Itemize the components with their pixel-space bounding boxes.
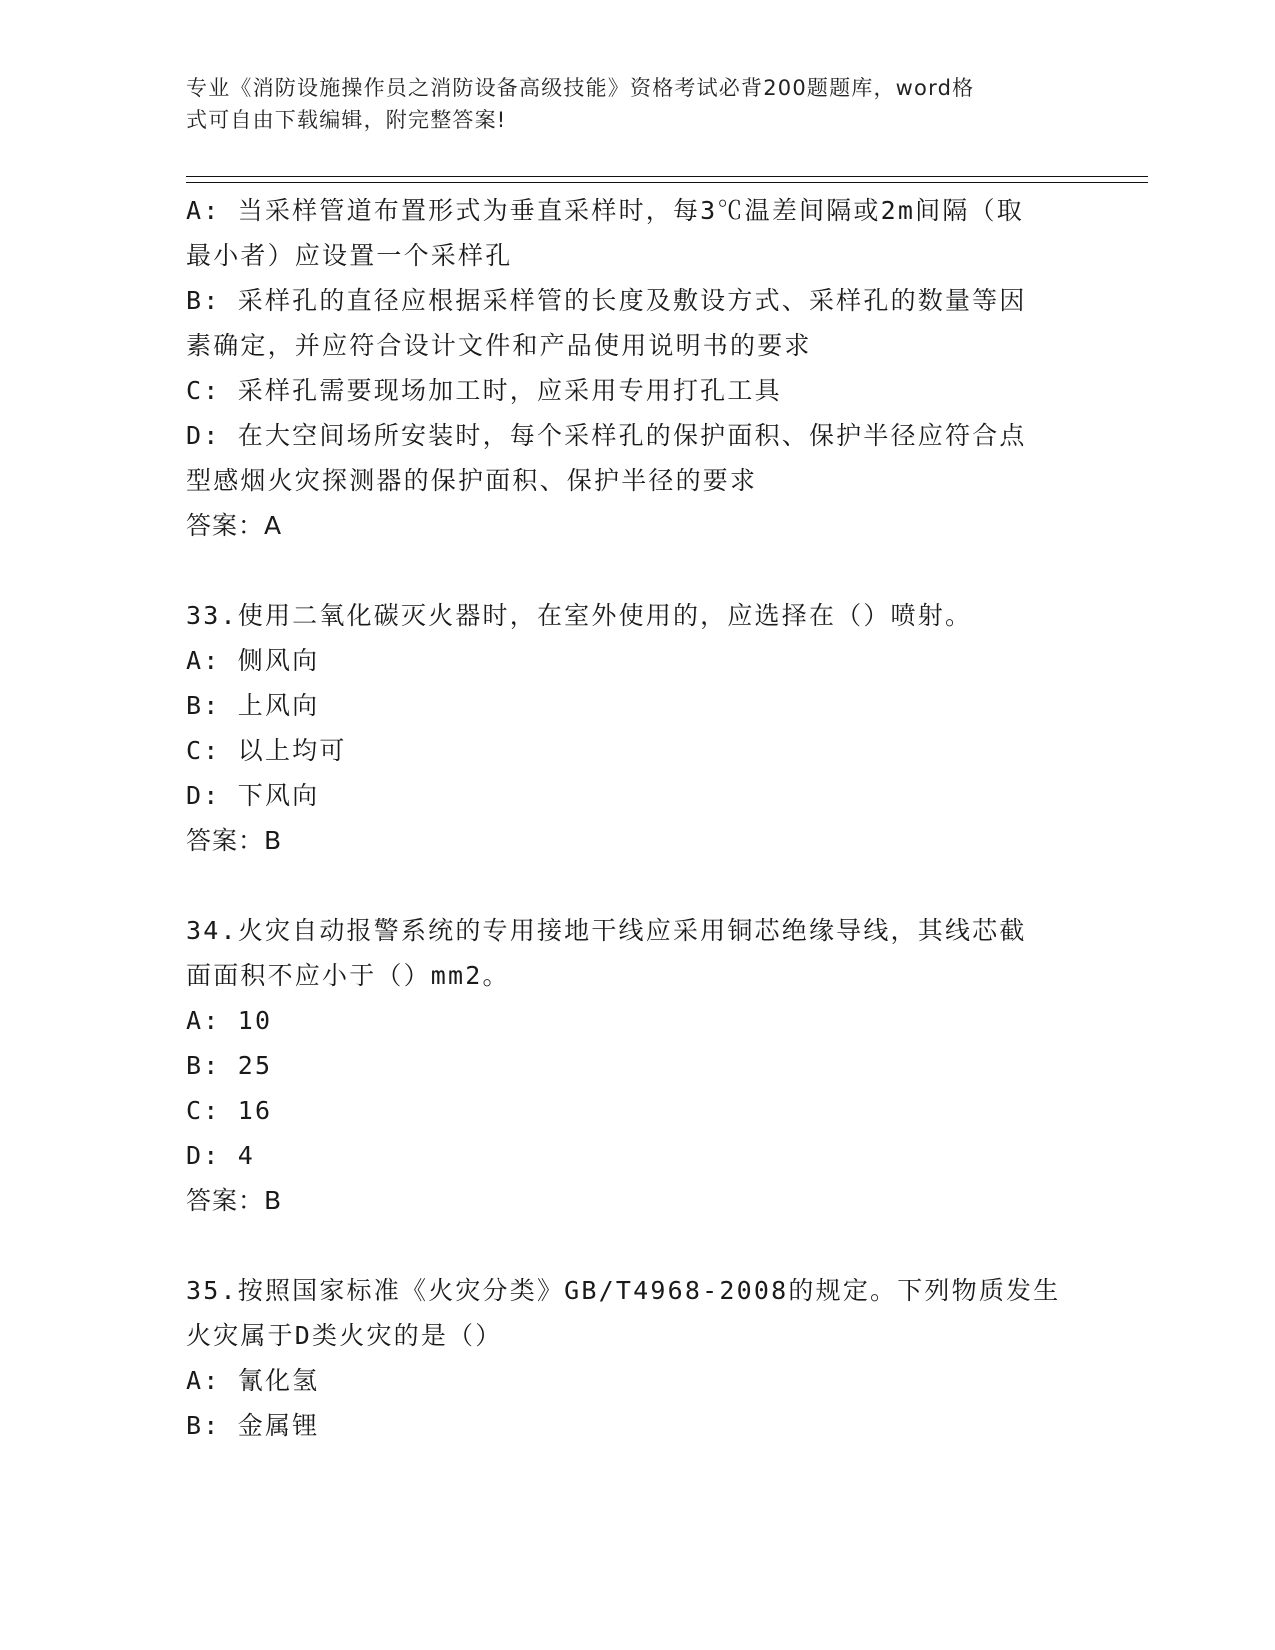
- question-33: [186, 593, 1086, 863]
- question-35: [186, 1268, 1086, 1448]
- question-stem-line-2: 火灾属于D类火灾的是（）: [186, 1321, 503, 1350]
- answer-line: 答案：A: [186, 511, 283, 540]
- answer-line: 答案：B: [186, 826, 283, 855]
- question-stem: 34.火灾自动报警系统的专用接地干线应采用铜芯绝缘导线，其线芯截: [186, 916, 1027, 945]
- question-stem: 35.按照国家标准《火灾分类》GB/T4968-2008的规定。下列物质发生: [186, 1276, 1061, 1305]
- question-stem: 33.使用二氧化碳灭火器时，在室外使用的，应选择在（）喷射。: [186, 601, 973, 630]
- option-a: A: 侧风向: [186, 646, 320, 675]
- document-body: [186, 188, 1086, 1448]
- option-c-line-1: C: 采样孔需要现场加工时，应采用专用打孔工具: [186, 376, 782, 405]
- option-c: C: 16: [186, 1096, 273, 1125]
- question-32-continued: [186, 188, 1086, 548]
- option-b-line-1: B: 采样孔的直径应根据采样管的长度及敷设方式、采样孔的数量等因: [186, 286, 1027, 315]
- option-d-line-2: 型感烟火灾探测器的保护面积、保护半径的要求: [186, 466, 758, 495]
- document-header: [186, 72, 1066, 136]
- option-b: B: 上风向: [186, 691, 320, 720]
- option-b: B: 金属锂: [186, 1411, 320, 1440]
- option-d: D: 4: [186, 1141, 256, 1170]
- header-line-2: 式可自由下载编辑，附完整答案!: [186, 108, 507, 132]
- option-a: A: 氰化氢: [186, 1366, 320, 1395]
- option-a: A: 10: [186, 1006, 273, 1035]
- header-line-1: 专业《消防设施操作员之消防设备高级技能》资格考试必背200题题库，word格: [186, 76, 975, 100]
- option-a-line-2: 最小者）应设置一个采样孔: [186, 241, 513, 270]
- answer-line: 答案：B: [186, 1186, 283, 1215]
- question-34: [186, 908, 1086, 1223]
- option-c: C: 以上均可: [186, 736, 347, 765]
- question-stem-line-2: 面面积不应小于（）mm2。: [186, 961, 510, 990]
- header-double-rule: [186, 176, 1148, 183]
- option-d-line-1: D: 在大空间场所安装时，每个采样孔的保护面积、保护半径应符合点: [186, 421, 1027, 450]
- option-b-line-2: 素确定，并应符合设计文件和产品使用说明书的要求: [186, 331, 812, 360]
- option-b: B: 25: [186, 1051, 273, 1080]
- option-a-line-1: A: 当采样管道布置形式为垂直采样时，每3℃温差间隔或2m间隔（取: [186, 196, 1024, 225]
- option-d: D: 下风向: [186, 781, 320, 810]
